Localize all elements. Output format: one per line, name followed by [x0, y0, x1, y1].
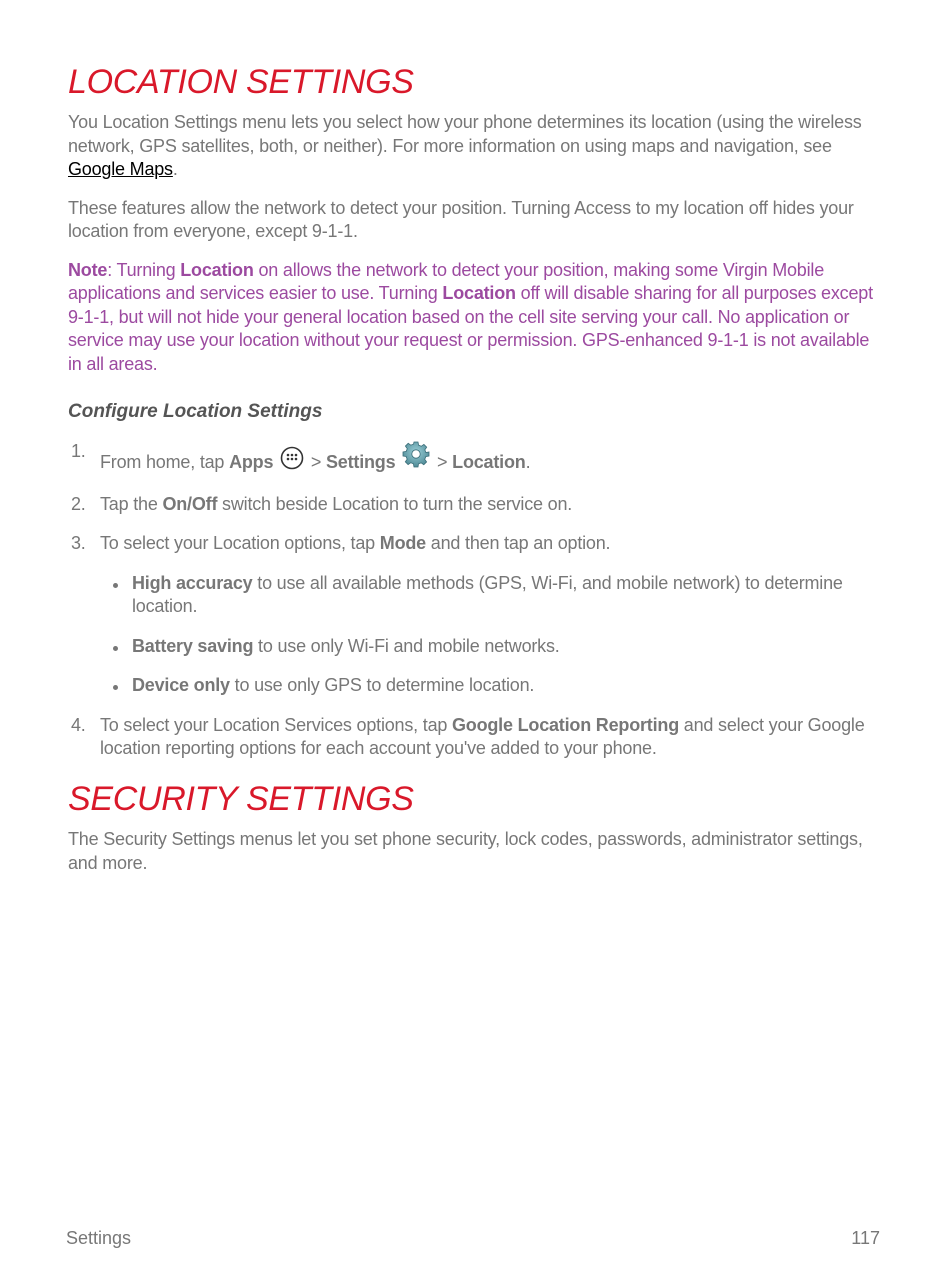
page-footer	[66, 1228, 880, 1249]
step-number: 1.	[71, 441, 86, 462]
mode-label: Mode	[379, 533, 426, 554]
step-number: 3.	[71, 533, 86, 554]
configure-location-heading: Configure Location Settings	[68, 401, 323, 423]
note-text-3: off will disable sharing for all purposes except 9-1-1, but will not hide your general location based on the cell site serving your call. No application or service may use your location without your request or permission. GPS-enhanced 9-1-1 is not available in all areas.	[68, 283, 873, 374]
note-bold-1: Location	[180, 259, 254, 280]
note-bold-2: Location	[442, 283, 516, 304]
location-note	[68, 259, 878, 377]
page-number: 117	[851, 1228, 880, 1248]
step-4	[68, 714, 878, 761]
note-text-2: on allows the network to detect your position, making some Virgin Mobile applications and services easier to use. Turning	[68, 259, 825, 304]
step-1	[68, 440, 878, 477]
step-number: 4.	[71, 714, 86, 735]
settings-label: Settings	[326, 452, 396, 473]
step-text: and select your Google location reporting options for each account you've added to your phone.	[100, 714, 865, 759]
step-text: >	[432, 452, 453, 473]
location-label: Location	[452, 452, 526, 473]
step-number: 2.	[71, 493, 86, 514]
step-text: From home, tap	[100, 452, 230, 473]
location-intro-end: .	[172, 159, 178, 180]
security-intro: The Security Settings menus let you set phone security, lock codes, passwords, administrator settings, and more.	[68, 829, 863, 873]
apps-label: Apps	[229, 452, 274, 473]
location-intro-text: You Location Settings menu lets you select how your phone determines its location (using the wireless network, GPS satellites, both, or neither). For more information on using maps and navigation, see	[68, 112, 862, 156]
option-label: High accuracy	[132, 572, 253, 593]
note-text-1: : Turning	[107, 259, 181, 280]
on-off-label: On/Off	[162, 493, 218, 514]
bullet-dot	[113, 685, 118, 690]
note-label: Note	[68, 259, 108, 280]
list-item	[100, 635, 878, 659]
settings-gear-icon	[402, 440, 430, 477]
step-2	[68, 493, 878, 517]
step-text: .	[525, 452, 531, 473]
option-text: to use all available methods (GPS, Wi-Fi, and mobile network) to determine location.	[132, 572, 843, 617]
option-label: Device only	[132, 675, 230, 696]
footer-section: Settings	[66, 1228, 132, 1248]
security-settings-title: SECURITY SETTINGS	[68, 779, 414, 818]
apps-grid-icon	[280, 446, 304, 477]
step-text: >	[306, 452, 326, 473]
step-text: To select your Location Services options, tap	[100, 714, 452, 735]
bullet-dot	[113, 583, 118, 588]
step-3	[68, 532, 878, 698]
bullet-dot	[113, 646, 118, 651]
option-text: to use only GPS to determine location.	[229, 675, 535, 696]
google-maps-link[interactable]: Google Maps	[68, 159, 173, 180]
option-text: to use only Wi-Fi and mobile networks.	[253, 635, 560, 656]
option-label: Battery saving	[132, 635, 254, 656]
list-item	[100, 572, 878, 619]
page-content	[68, 64, 878, 890]
step-text: switch beside Location to turn the service on.	[217, 493, 573, 514]
step-text: To select your Location options, tap	[100, 533, 380, 554]
step-text: Tap the	[100, 493, 163, 514]
list-item	[100, 674, 878, 698]
configure-steps	[68, 440, 878, 761]
google-location-reporting-label: Google Location Reporting	[452, 714, 679, 735]
mode-options	[100, 572, 878, 698]
location-para-2: These features allow the network to detect your position. Turning Access to my location off hides your location from everyone, except 9-1-1.	[68, 197, 854, 242]
location-intro	[68, 111, 878, 182]
step-text: and then tap an option.	[425, 533, 611, 554]
location-settings-title: LOCATION SETTINGS	[68, 63, 414, 101]
